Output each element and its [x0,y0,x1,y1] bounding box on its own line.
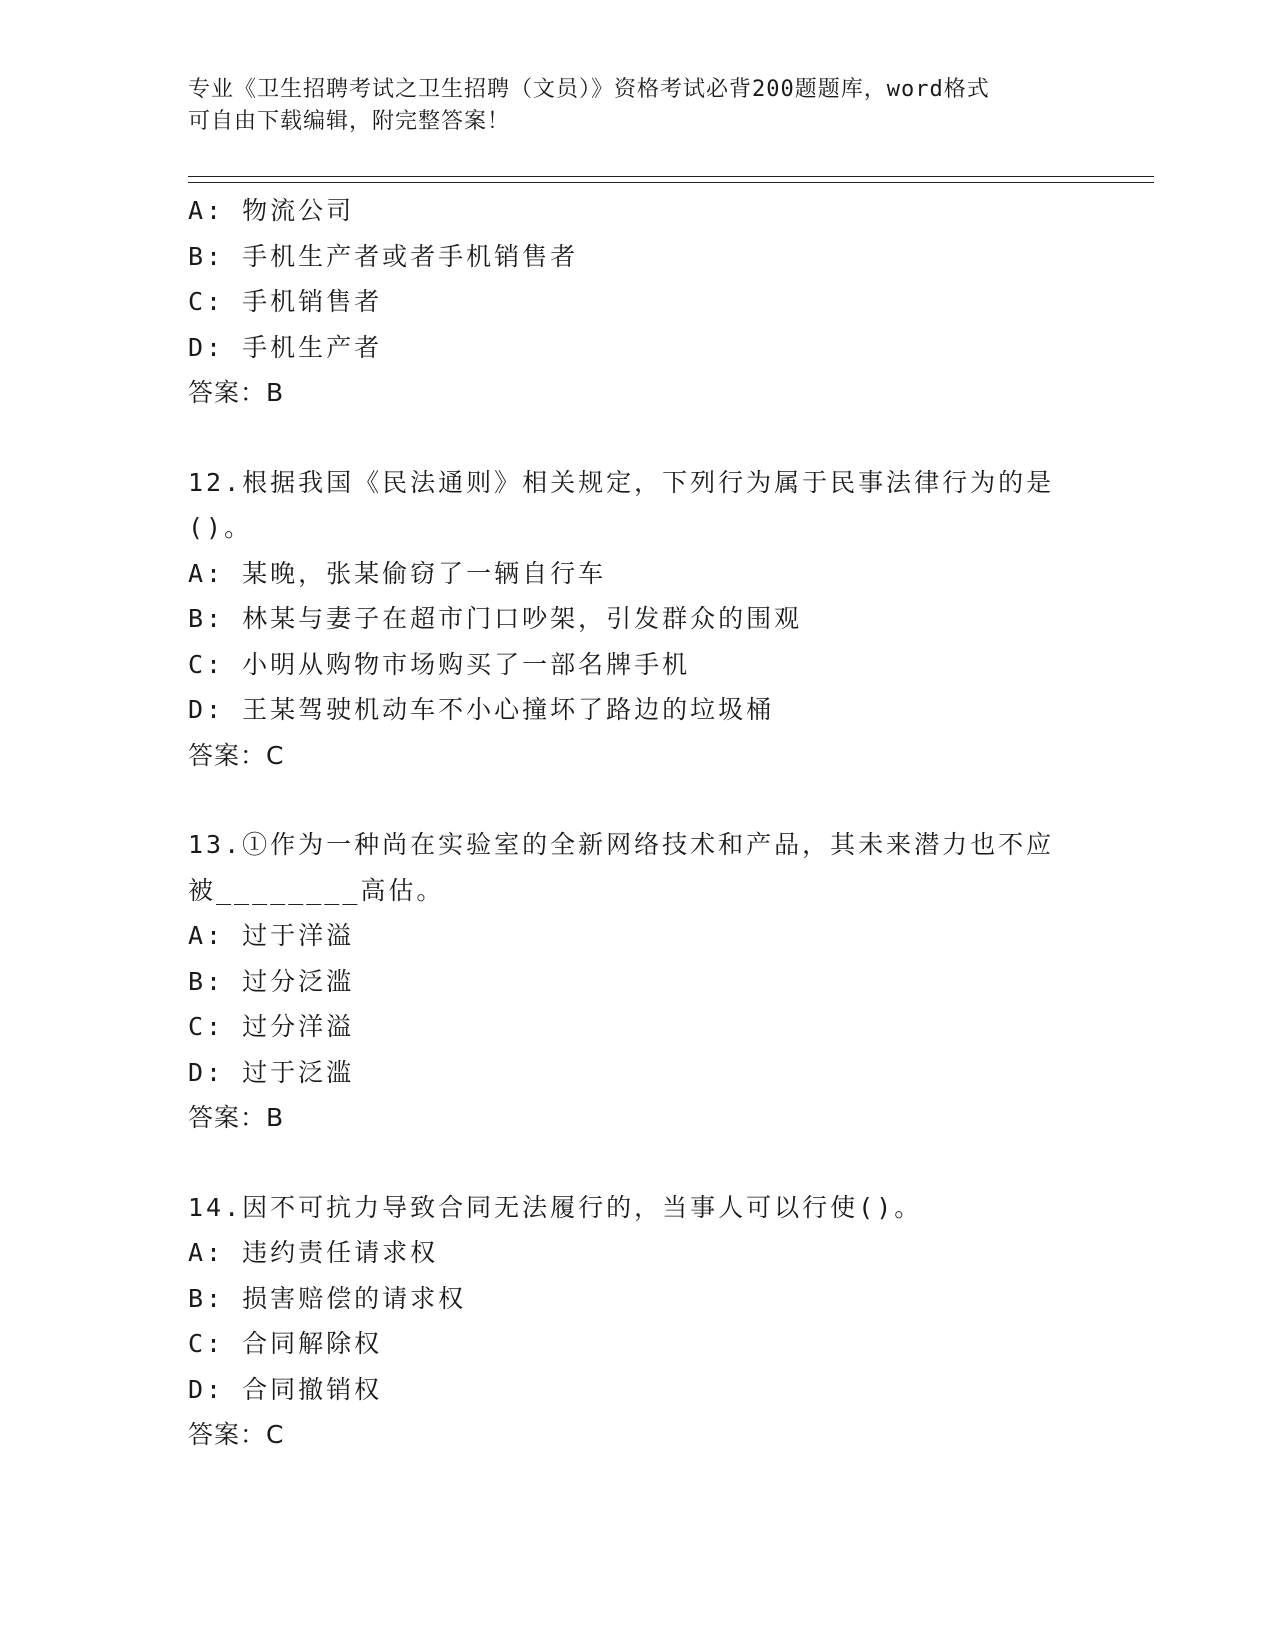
spacer [188,416,1088,460]
header-rule-bottom [188,182,1154,183]
option-d: D: 合同撤销权 [188,1374,383,1404]
answer: 答案：C [188,740,285,770]
option-c: C: 合同解除权 [188,1329,383,1358]
question-14 [188,1185,1088,1458]
option-a: A: 某晚，张某偷窃了一辆自行车 [188,558,607,588]
option-d: D: 过于泛滥 [188,1057,355,1087]
header-rule-top [188,176,1154,177]
option-c: C: 过分洋溢 [188,1012,355,1041]
option-a: A: 过于洋溢 [188,921,355,950]
question-stem: 12.根据我国《民法通则》相关规定，下列行为属于民事法律行为的是 [188,467,1055,497]
option-d: D: 手机生产者 [188,332,383,362]
question-list [188,188,1088,1458]
answer: 答案：B [188,378,285,407]
spacer [188,1141,1088,1185]
option-b: B: 手机生产者或者手机销售者 [188,241,579,271]
answer: 答案：C [188,1420,285,1449]
question-stem-continued: ()。 [188,513,253,542]
question-11 [188,188,1088,416]
question-13 [188,822,1088,1141]
question-stem-continued: 被________高估。 [188,875,445,905]
option-b: B: 林某与妻子在超市门口吵架，引发群众的围观 [188,604,803,633]
option-a: A: 物流公司 [188,196,355,225]
option-d: D: 王某驾驶机动车不小心撞坏了路边的垃圾桶 [188,695,775,724]
option-c: C: 小明从购物市场购买了一部名牌手机 [188,649,691,679]
document-header [188,74,1088,138]
option-b: B: 过分泛滥 [188,966,355,996]
answer: 答案：B [188,1103,285,1132]
header-line-2: 可自由下载编辑，附完整答案！ [188,109,511,134]
spacer [188,778,1088,822]
option-c: C: 手机销售者 [188,287,383,316]
question-stem: 13.①作为一种尚在实验室的全新网络技术和产品，其未来潜力也不应 [188,830,1055,859]
option-b: B: 损害赔偿的请求权 [188,1283,467,1313]
option-a: A: 违约责任请求权 [188,1238,439,1267]
question-stem: 14.因不可抗力导致合同无法履行的，当事人可以行使()。 [188,1192,923,1222]
question-12 [188,460,1088,779]
header-line-1: 专业《卫生招聘考试之卫生招聘（文员）》资格考试必背200题题库，word格式 [188,77,990,102]
